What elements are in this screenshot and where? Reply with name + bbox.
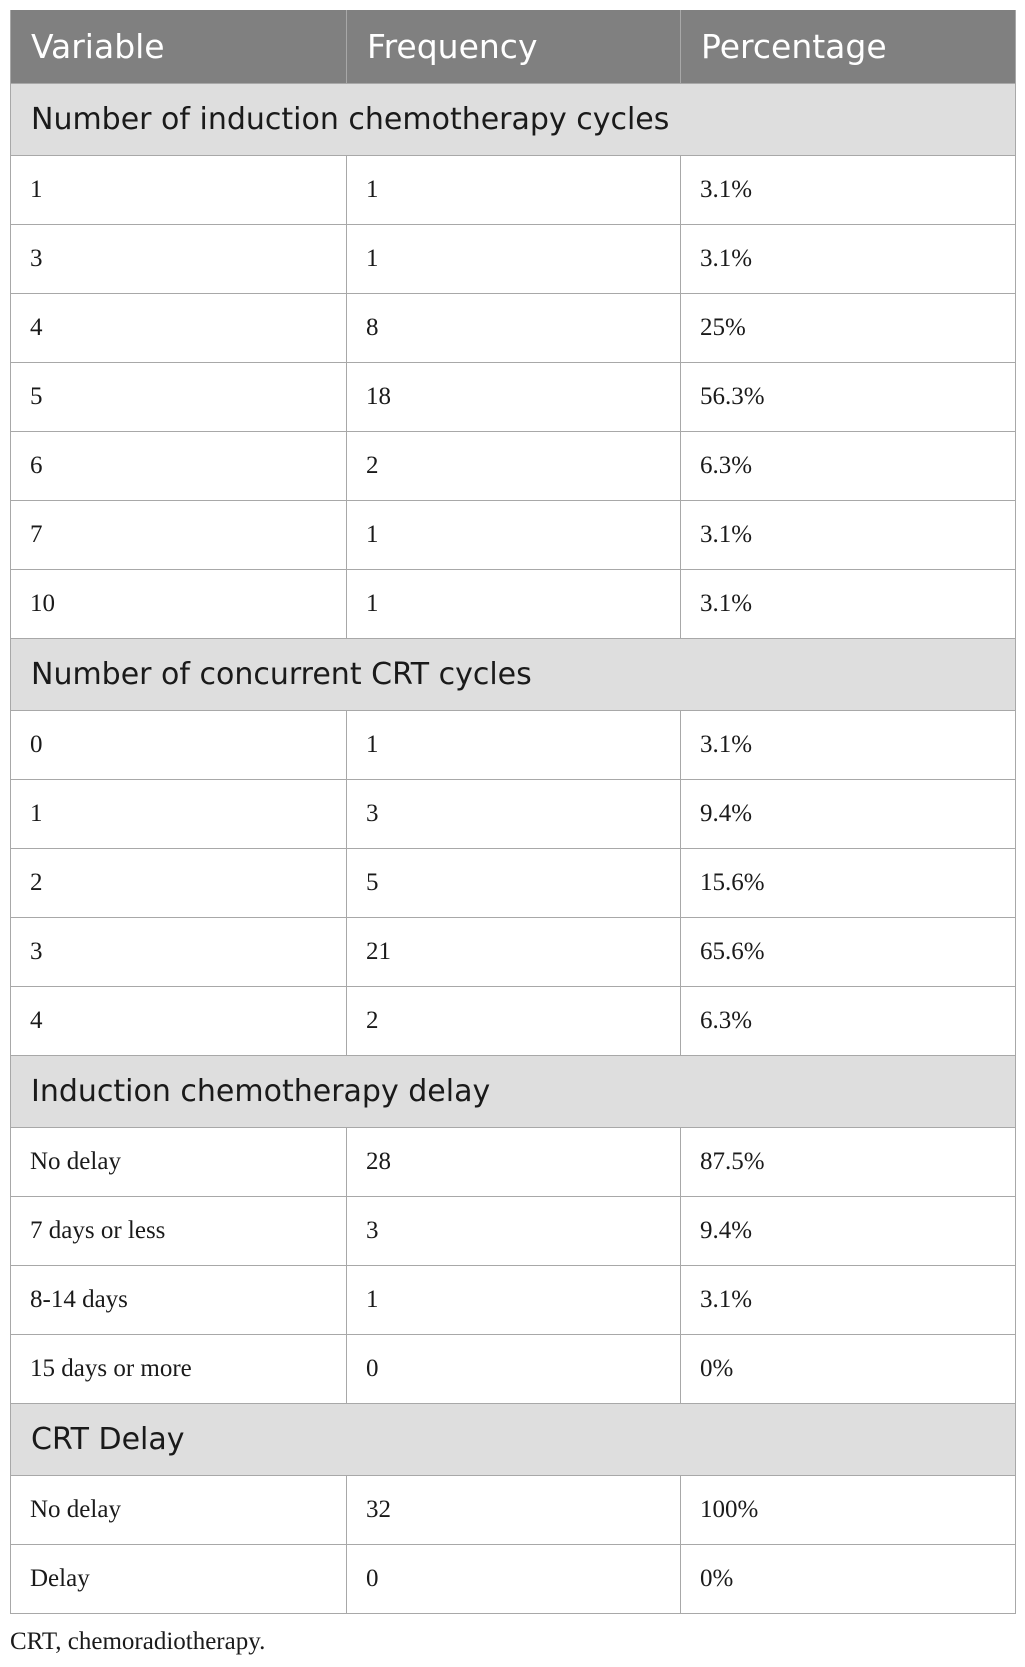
cell-variable: 6 [11,431,347,500]
cell-percentage: 3.1% [681,710,1016,779]
table-row [11,779,1016,848]
cell-variable: No delay [11,1475,347,1544]
table-row [11,362,1016,431]
header-frequency: Frequency [347,10,681,83]
table-row [11,224,1016,293]
cell-percentage: 3.1% [681,155,1016,224]
section-row [11,83,1016,155]
cell-frequency: 1 [347,500,681,569]
cell-variable: 5 [11,362,347,431]
table-body [11,83,1016,1613]
section-title: Induction chemotherapy delay [11,1055,1016,1127]
table-row [11,1544,1016,1613]
cell-frequency: 0 [347,1544,681,1613]
cell-percentage: 6.3% [681,986,1016,1055]
section-title: CRT Delay [11,1403,1016,1475]
table-row [11,1334,1016,1403]
table-row [11,293,1016,362]
cell-frequency: 32 [347,1475,681,1544]
cell-variable: 10 [11,569,347,638]
cell-frequency: 18 [347,362,681,431]
cell-frequency: 1 [347,1265,681,1334]
table-row [11,710,1016,779]
cell-frequency: 1 [347,224,681,293]
cell-variable: 4 [11,986,347,1055]
cell-frequency: 0 [347,1334,681,1403]
table-header [11,10,1016,83]
section-row [11,1055,1016,1127]
cell-frequency: 2 [347,986,681,1055]
cell-percentage: 15.6% [681,848,1016,917]
cell-percentage: 3.1% [681,224,1016,293]
cell-percentage: 100% [681,1475,1016,1544]
table-row [11,1127,1016,1196]
cell-variable: 0 [11,710,347,779]
table-row [11,431,1016,500]
table-row [11,917,1016,986]
table-row [11,1196,1016,1265]
cell-percentage: 0% [681,1544,1016,1613]
header-variable: Variable [11,10,347,83]
cell-variable: 15 days or more [11,1334,347,1403]
cell-variable: 7 [11,500,347,569]
cell-variable: 8-14 days [11,1265,347,1334]
cell-frequency: 28 [347,1127,681,1196]
cell-variable: 1 [11,155,347,224]
cell-frequency: 3 [347,779,681,848]
data-table [10,10,1016,1614]
cell-frequency: 3 [347,1196,681,1265]
cell-frequency: 1 [347,569,681,638]
cell-percentage: 3.1% [681,1265,1016,1334]
header-percentage: Percentage [681,10,1016,83]
cell-variable: Delay [11,1544,347,1613]
cell-variable: No delay [11,1127,347,1196]
table-row [11,986,1016,1055]
section-row [11,1403,1016,1475]
table-row [11,155,1016,224]
table-row [11,848,1016,917]
cell-frequency: 1 [347,155,681,224]
cell-variable: 3 [11,917,347,986]
cell-percentage: 65.6% [681,917,1016,986]
table-row [11,1475,1016,1544]
data-table-container [10,10,1015,1614]
section-row [11,638,1016,710]
table-row [11,1265,1016,1334]
cell-percentage: 0% [681,1334,1016,1403]
cell-percentage: 3.1% [681,500,1016,569]
cell-frequency: 21 [347,917,681,986]
cell-frequency: 1 [347,710,681,779]
cell-variable: 3 [11,224,347,293]
table-row [11,569,1016,638]
cell-percentage: 25% [681,293,1016,362]
cell-variable: 4 [11,293,347,362]
cell-variable: 1 [11,779,347,848]
cell-percentage: 56.3% [681,362,1016,431]
cell-percentage: 9.4% [681,779,1016,848]
section-title: Number of induction chemotherapy cycles [11,83,1016,155]
cell-frequency: 5 [347,848,681,917]
cell-percentage: 6.3% [681,431,1016,500]
cell-frequency: 8 [347,293,681,362]
cell-variable: 2 [11,848,347,917]
cell-percentage: 9.4% [681,1196,1016,1265]
cell-variable: 7 days or less [11,1196,347,1265]
section-title: Number of concurrent CRT cycles [11,638,1016,710]
cell-percentage: 87.5% [681,1127,1016,1196]
cell-frequency: 2 [347,431,681,500]
cell-percentage: 3.1% [681,569,1016,638]
table-row [11,500,1016,569]
table-footnote: CRT, chemoradiotherapy. [10,1628,266,1655]
